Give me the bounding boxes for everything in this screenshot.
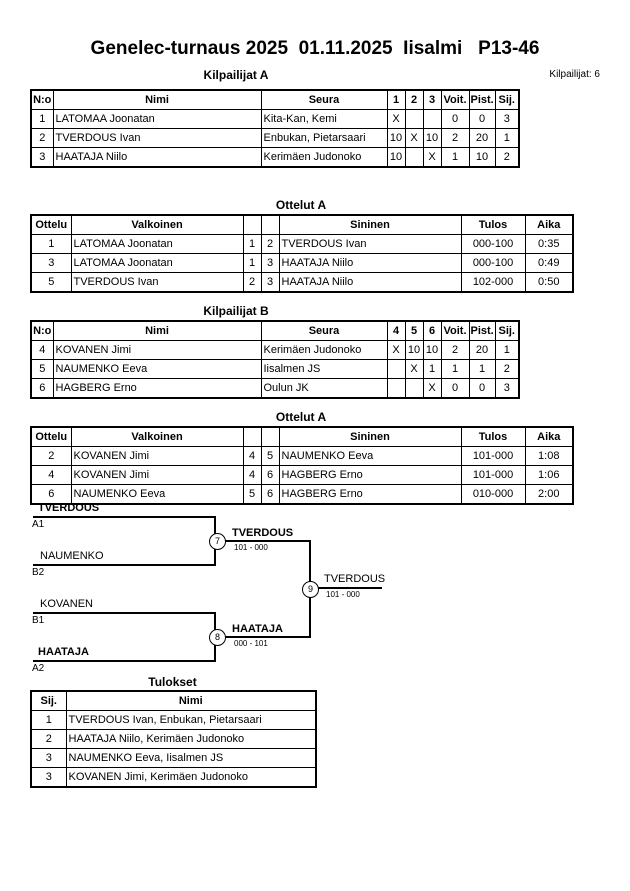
bracket-winner-line <box>311 587 382 589</box>
bracket-line <box>33 516 216 518</box>
bracket-winner-line <box>216 540 311 542</box>
cell-nimi: NAUMENKO Eeva <box>53 360 261 379</box>
kilpailijat-a-table <box>30 89 520 168</box>
cell-sininen-no: 3 <box>261 254 279 273</box>
col-header-blank <box>261 427 279 447</box>
col-header-sij: Sij. <box>495 90 519 110</box>
bracket-score: 000 - 101 <box>234 639 268 648</box>
col-header-seura: Seura <box>261 90 387 110</box>
col-header-5: 5 <box>405 321 423 341</box>
cell-ottelu: 4 <box>31 466 71 485</box>
bracket-winner-name: TVERDOUS <box>324 573 386 585</box>
cell-seura: Kerimäen Judonoko <box>261 148 387 168</box>
section-heading-kilpailijat-b: Kilpailijat B <box>203 304 269 318</box>
cell-nimi: HAGBERG Erno <box>53 379 261 399</box>
cell-ottelu: 6 <box>31 485 71 505</box>
col-header-nimi: Nimi <box>53 90 261 110</box>
cell-no: 3 <box>31 148 53 168</box>
cell-nimi: HAATAJA Niilo, Kerimäen Judonoko <box>66 730 316 749</box>
cell-sininen: HAGBERG Erno <box>279 485 461 505</box>
bracket-slot-name: KOVANEN <box>40 598 93 610</box>
table-row <box>31 711 316 730</box>
bracket-slot-tag: B1 <box>32 615 45 626</box>
table-row <box>31 341 519 360</box>
cell-tulos: 101-000 <box>461 447 525 466</box>
page-title: Genelec-turnaus 2025 01.11.2025 Iisalmi P13-46 <box>90 38 540 59</box>
cell-aika: 0:35 <box>525 235 573 254</box>
cell-sininen-no: 3 <box>261 273 279 293</box>
cell-valkoinen: NAUMENKO Eeva <box>71 485 243 505</box>
competitors-count-label: Kilpailijat: 6 <box>549 69 600 80</box>
cell-match-1: 10 <box>387 148 405 168</box>
cell-match-6: 1 <box>423 360 441 379</box>
section-heading-ottelut-a: Ottelut A <box>275 198 327 212</box>
bracket-slot-name: NAUMENKO <box>40 550 104 562</box>
col-header-blank <box>243 215 261 235</box>
cell-nimi: HAATAJA Niilo <box>53 148 261 168</box>
table-row <box>31 273 573 293</box>
col-header-sij: Sij. <box>495 321 519 341</box>
cell-no: 4 <box>31 341 53 360</box>
cell-aika: 1:08 <box>525 447 573 466</box>
table-row <box>31 466 573 485</box>
cell-voit: 1 <box>441 148 469 168</box>
col-header-pist: Pist. <box>469 90 495 110</box>
col-header-blank <box>261 215 279 235</box>
col-header-valkoinen: Valkoinen <box>71 215 243 235</box>
cell-seura: Oulun JK <box>261 379 387 399</box>
cell-valkoinen-no: 4 <box>243 447 261 466</box>
col-header-1: 1 <box>387 90 405 110</box>
cell-pist: 0 <box>469 110 495 129</box>
cell-pist: 0 <box>469 379 495 399</box>
cell-pist: 1 <box>469 360 495 379</box>
table-row <box>31 768 316 788</box>
cell-nimi: TVERDOUS Ivan, Enbukan, Pietarsaari <box>66 711 316 730</box>
cell-sininen-no: 6 <box>261 485 279 505</box>
cell-aika: 2:00 <box>525 485 573 505</box>
col-header-6: 6 <box>423 321 441 341</box>
bracket-winner-line <box>216 636 311 638</box>
col-header-2: 2 <box>405 90 423 110</box>
cell-sij: 2 <box>495 148 519 168</box>
cell-sij: 1 <box>495 129 519 148</box>
cell-match-4 <box>387 360 405 379</box>
cell-sininen-no: 6 <box>261 466 279 485</box>
bracket-line <box>33 660 216 662</box>
cell-pist: 10 <box>469 148 495 168</box>
cell-valkoinen-no: 4 <box>243 466 261 485</box>
cell-ottelu: 1 <box>31 235 71 254</box>
cell-voit: 2 <box>441 341 469 360</box>
cell-valkoinen-no: 1 <box>243 254 261 273</box>
cell-sininen: HAATAJA Niilo <box>279 273 461 293</box>
cell-tulos: 101-000 <box>461 466 525 485</box>
col-header-blank <box>243 427 261 447</box>
col-header-voit: Voit. <box>441 321 469 341</box>
cell-sij: 3 <box>31 768 66 788</box>
cell-match-6: X <box>423 379 441 399</box>
tulokset-table <box>30 690 317 788</box>
cell-nimi: KOVANEN Jimi <box>53 341 261 360</box>
table-header-row <box>31 215 573 235</box>
cell-sininen: HAATAJA Niilo <box>279 254 461 273</box>
cell-match-1: 10 <box>387 129 405 148</box>
cell-pist: 20 <box>469 129 495 148</box>
col-header-voit: Voit. <box>441 90 469 110</box>
cell-no: 2 <box>31 129 53 148</box>
cell-match-2: X <box>405 129 423 148</box>
cell-nimi: LATOMAA Joonatan <box>53 110 261 129</box>
match-number-badge: 8 <box>209 629 226 646</box>
cell-sij: 2 <box>495 360 519 379</box>
cell-ottelu: 3 <box>31 254 71 273</box>
bracket-winner-name: HAATAJA <box>232 623 283 635</box>
bracket-slot-name: TVERDOUS <box>38 502 100 514</box>
cell-match-5: X <box>405 360 423 379</box>
bracket-slot-tag: A2 <box>32 663 45 674</box>
cell-match-3: X <box>423 148 441 168</box>
cell-valkoinen: LATOMAA Joonatan <box>71 254 243 273</box>
cell-pist: 20 <box>469 341 495 360</box>
cell-voit: 1 <box>441 360 469 379</box>
col-header-ottelu: Ottelu <box>31 427 71 447</box>
cell-valkoinen: KOVANEN Jimi <box>71 466 243 485</box>
table-row <box>31 379 519 399</box>
cell-match-2 <box>405 148 423 168</box>
cell-no: 5 <box>31 360 53 379</box>
table-row <box>31 110 519 129</box>
cell-tulos: 000-100 <box>461 254 525 273</box>
cell-match-6: 10 <box>423 341 441 360</box>
cell-ottelu: 5 <box>31 273 71 293</box>
cell-tulos: 000-100 <box>461 235 525 254</box>
cell-aika: 1:06 <box>525 466 573 485</box>
table-row <box>31 730 316 749</box>
cell-no: 6 <box>31 379 53 399</box>
cell-match-4: X <box>387 341 405 360</box>
cell-valkoinen-no: 5 <box>243 485 261 505</box>
cell-match-3 <box>423 110 441 129</box>
table-row <box>31 254 573 273</box>
cell-match-1: X <box>387 110 405 129</box>
cell-sininen: NAUMENKO Eeva <box>279 447 461 466</box>
cell-voit: 2 <box>441 129 469 148</box>
cell-sininen-no: 5 <box>261 447 279 466</box>
section-heading-tulokset: Tulokset <box>148 675 197 689</box>
table-header-row <box>31 90 519 110</box>
cell-valkoinen: TVERDOUS Ivan <box>71 273 243 293</box>
cell-sininen: HAGBERG Erno <box>279 466 461 485</box>
col-header-aika: Aika <box>525 215 573 235</box>
col-header-tulos: Tulos <box>461 215 525 235</box>
cell-aika: 0:50 <box>525 273 573 293</box>
cell-match-5 <box>405 379 423 399</box>
cell-sij: 1 <box>31 711 66 730</box>
cell-sij: 3 <box>31 749 66 768</box>
cell-sij: 2 <box>31 730 66 749</box>
table-row <box>31 485 573 505</box>
cell-voit: 0 <box>441 110 469 129</box>
cell-sij: 3 <box>495 110 519 129</box>
match-number-badge: 7 <box>209 533 226 550</box>
col-header-nimi: Nimi <box>53 321 261 341</box>
cell-nimi: NAUMENKO Eeva, Iisalmen JS <box>66 749 316 768</box>
cell-match-3: 10 <box>423 129 441 148</box>
ottelut-a-table <box>30 214 574 293</box>
cell-match-5: 10 <box>405 341 423 360</box>
cell-nimi: KOVANEN Jimi, Kerimäen Judonoko <box>66 768 316 788</box>
bracket-winner-name: TVERDOUS <box>232 527 294 539</box>
bracket-slot-tag: B2 <box>32 567 45 578</box>
cell-valkoinen: KOVANEN Jimi <box>71 447 243 466</box>
cell-valkoinen-no: 1 <box>243 235 261 254</box>
table-header-row <box>31 691 316 711</box>
cell-tulos: 010-000 <box>461 485 525 505</box>
col-header-no: N:o <box>31 321 53 341</box>
cell-seura: Kerimäen Judonoko <box>261 341 387 360</box>
cell-seura: Iisalmen JS <box>261 360 387 379</box>
cell-tulos: 102-000 <box>461 273 525 293</box>
col-header-no: N:o <box>31 90 53 110</box>
col-header-ottelu: Ottelu <box>31 215 71 235</box>
table-row <box>31 749 316 768</box>
table-header-row <box>31 321 519 341</box>
cell-valkoinen-no: 2 <box>243 273 261 293</box>
cell-seura: Enbukan, Pietarsaari <box>261 129 387 148</box>
cell-aika: 0:49 <box>525 254 573 273</box>
cell-no: 1 <box>31 110 53 129</box>
cell-sij: 1 <box>495 341 519 360</box>
col-header-valkoinen: Valkoinen <box>71 427 243 447</box>
col-header-aika: Aika <box>525 427 573 447</box>
bracket-line <box>33 612 216 614</box>
col-header-4: 4 <box>387 321 405 341</box>
col-header-tulos: Tulos <box>461 427 525 447</box>
col-header-3: 3 <box>423 90 441 110</box>
ottelut-b-table <box>30 426 574 505</box>
bracket-score: 101 - 000 <box>326 590 360 599</box>
table-row <box>31 447 573 466</box>
table-row <box>31 360 519 379</box>
table-row <box>31 235 573 254</box>
cell-ottelu: 2 <box>31 447 71 466</box>
cell-sij: 3 <box>495 379 519 399</box>
cell-sininen-no: 2 <box>261 235 279 254</box>
cell-voit: 0 <box>441 379 469 399</box>
bracket-line <box>33 564 216 566</box>
section-heading-ottelut-b: Ottelut A <box>275 410 327 424</box>
col-header-nimi: Nimi <box>66 691 316 711</box>
kilpailijat-b-table <box>30 320 520 399</box>
table-row <box>31 129 519 148</box>
col-header-pist: Pist. <box>469 321 495 341</box>
cell-match-2 <box>405 110 423 129</box>
cell-seura: Kita-Kan, Kemi <box>261 110 387 129</box>
table-row <box>31 148 519 168</box>
section-heading-kilpailijat-a: Kilpailijat A <box>203 68 269 82</box>
bracket-slot-name: HAATAJA <box>38 646 89 658</box>
bracket-slot-tag: A1 <box>32 519 45 530</box>
match-number-badge: 9 <box>302 581 319 598</box>
col-header-seura: Seura <box>261 321 387 341</box>
cell-sininen: TVERDOUS Ivan <box>279 235 461 254</box>
cell-nimi: TVERDOUS Ivan <box>53 129 261 148</box>
cell-valkoinen: LATOMAA Joonatan <box>71 235 243 254</box>
col-header-sininen: Sininen <box>279 427 461 447</box>
col-header-sij: Sij. <box>31 691 66 711</box>
table-header-row <box>31 427 573 447</box>
cell-match-4 <box>387 379 405 399</box>
bracket-score: 101 - 000 <box>234 543 268 552</box>
col-header-sininen: Sininen <box>279 215 461 235</box>
